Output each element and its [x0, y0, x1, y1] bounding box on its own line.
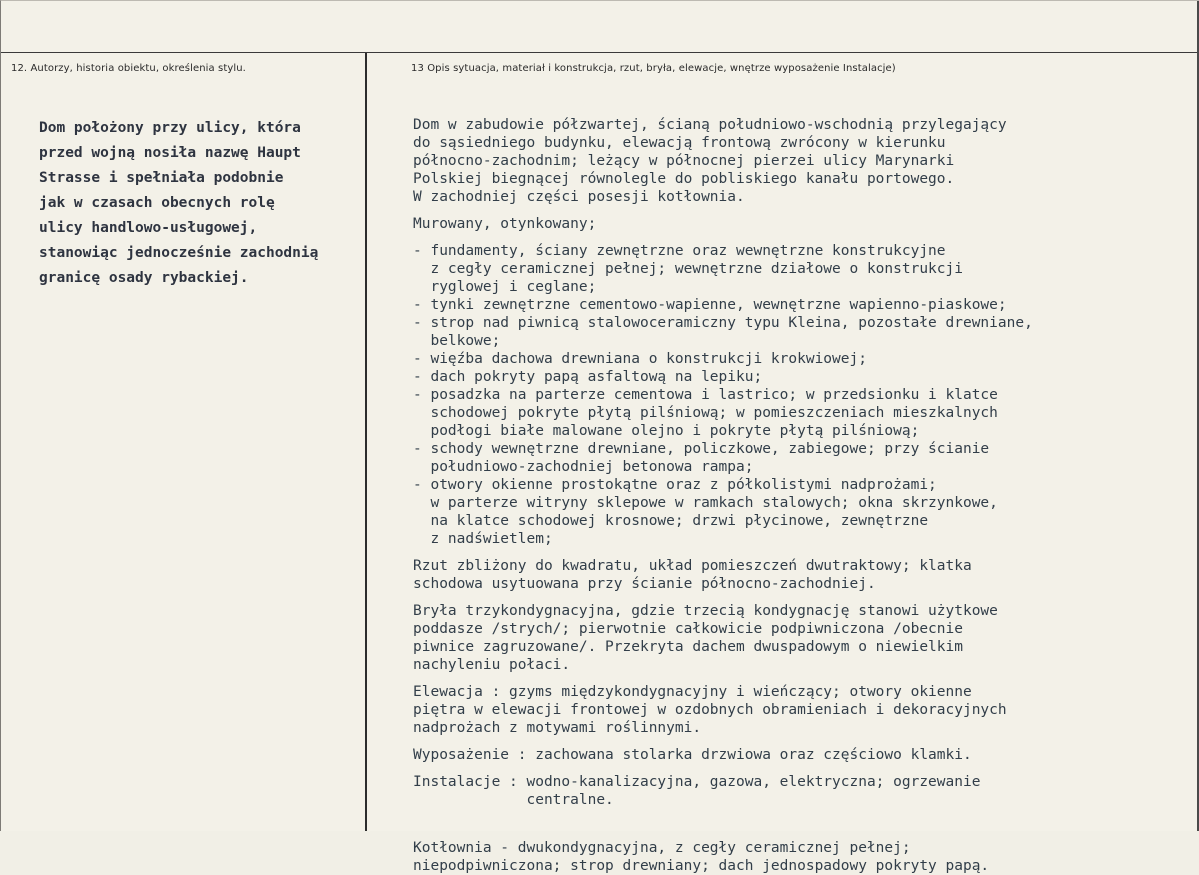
text-line: Rzut zbliżony do kwadratu, układ pomieszczeń dwutraktowy; klatka: [413, 558, 972, 574]
list-line: - więźba dachowa drewniana o konstrukcji krokwiowej;: [413, 351, 867, 367]
list-line: podłogi białe malowane olejno i pokryte płytą pilśniową;: [413, 423, 920, 439]
list-line: południowo-zachodniej betonowa rampa;: [413, 459, 754, 475]
text-line: nachyleniu połaci.: [413, 657, 571, 673]
header-rule: [1, 52, 1199, 53]
history-line: jak w czasach obecnych rolę: [39, 195, 275, 211]
column-divider: [365, 53, 367, 831]
history-line: granicę osady rybackiej.: [39, 270, 249, 286]
text-line: poddasze /strych/; pierwotnie całkowicie podpiwniczona /obecnie: [413, 621, 963, 637]
history-line: przed wojną nosiła nazwę Haupt: [39, 145, 301, 161]
list-line: - fundamenty, ściany zewnętrzne oraz wewnętrzne konstrukcyjne: [413, 243, 946, 259]
text-line: nadprożach z motywami roślinnymi.: [413, 720, 702, 736]
list-line: z cegły ceramicznej pełnej; wewnętrzne działowe o konstrukcji: [413, 261, 963, 277]
text-line: schodowa usytuowana przy ścianie północno-zachodniej.: [413, 576, 876, 592]
section-13-heading: 13 Opis sytuacja, materiał i konstrukcja, rzut, bryła, elewacje, wnętrze wyposażenie Instalacje): [411, 63, 896, 74]
description-text: [413, 116, 1193, 875]
list-line: w parterze witryny sklepowe w ramkach stalowych; okna skrzynkowe,: [413, 495, 998, 511]
text-line: Instalacje : wodno-kanalizacyjna, gazowa, elektryczna; ogrzewanie: [413, 774, 981, 790]
list-line: - otwory okienne prostokątne oraz z półkolistymi nadprożami;: [413, 477, 937, 493]
list-line: schodowej pokryte płytą pilśniową; w pomieszczeniach mieszkalnych: [413, 405, 998, 421]
text-line: Dom w zabudowie półzwartej, ścianą południowo-wschodnią przylegający: [413, 117, 1007, 133]
text-line: Wyposażenie : zachowana stolarka drzwiowa oraz częściowo klamki.: [413, 747, 972, 763]
history-line: Dom położony przy ulicy, która: [39, 120, 301, 136]
list-line: - strop nad piwnicą stalowoceramiczny typu Kleina, pozostałe drewniane,: [413, 315, 1033, 331]
text-line: niepodpiwniczona; strop drewniany; dach jednospadowy pokryty papą.: [413, 858, 990, 874]
equipment-paragraph: [413, 746, 1193, 764]
list-line: - dach pokryty papą asfaltową na lepiku;: [413, 369, 763, 385]
text-line: Kotłownia - dwukondygnacyjna, z cegły ceramicznej pełnej;: [413, 840, 911, 856]
boiler-house-paragraph: [413, 839, 1193, 875]
construction-list: [413, 242, 1193, 548]
text-line: centralne.: [413, 792, 614, 808]
elevation-paragraph: [413, 683, 1193, 737]
text-line: piwnice zagruzowane/. Przekryta dachem dwuspadowym o niewielkim: [413, 639, 963, 655]
list-line: belkowe;: [413, 333, 501, 349]
text-line: do sąsiedniego budynku, elewacją frontową zwrócony w kierunku: [413, 135, 946, 151]
section-12-heading: 12. Autorzy, historia obiektu, określenia stylu.: [11, 63, 246, 74]
list-line: - schody wewnętrzne drewniane, policzkowe, zabiegowe; przy ścianie: [413, 441, 990, 457]
situation-paragraph: [413, 116, 1193, 206]
installations-paragraph: [413, 773, 1193, 809]
text-line: Polskiej biegnącej równolegle do pobliskiego kanału portowego.: [413, 171, 955, 187]
massing-paragraph: [413, 602, 1193, 674]
history-line: stanowiąc jednocześnie zachodnią: [39, 245, 319, 261]
text-line: piętra w elewacji frontowej w ozdobnych obramieniach i dekoracyjnych: [413, 702, 1007, 718]
history-line: Strasse i spełniała podobnie: [39, 170, 284, 186]
history-text: [39, 116, 359, 291]
list-line: - tynki zewnętrzne cementowo-wapienne, wewnętrzne wapienno-piaskowe;: [413, 297, 1007, 313]
list-line: ryglowej i ceglane;: [413, 279, 597, 295]
text-line: Murowany, otynkowany;: [413, 216, 597, 232]
history-line: ulicy handlowo-usługowej,: [39, 220, 258, 236]
text-line: W zachodniej części posesji kotłownia.: [413, 189, 745, 205]
text-line: Bryła trzykondygnacyjna, gdzie trzecią kondygnację stanowi użytkowe: [413, 603, 998, 619]
material-paragraph: [413, 215, 1193, 233]
text-line: północno-zachodnim; leżący w północnej pierzei ulicy Marynarki: [413, 153, 955, 169]
list-line: - posadzka na parterze cementowa i lastrico; w przedsionku i klatce: [413, 387, 998, 403]
plan-paragraph: [413, 557, 1193, 593]
text-line: Elewacja : gzyms międzykondygnacyjny i wieńczący; otwory okienne: [413, 684, 972, 700]
list-line: na klatce schodowej krosnowe; drzwi płycinowe, zewnętrzne: [413, 513, 929, 529]
list-line: z nadświetlem;: [413, 531, 553, 547]
